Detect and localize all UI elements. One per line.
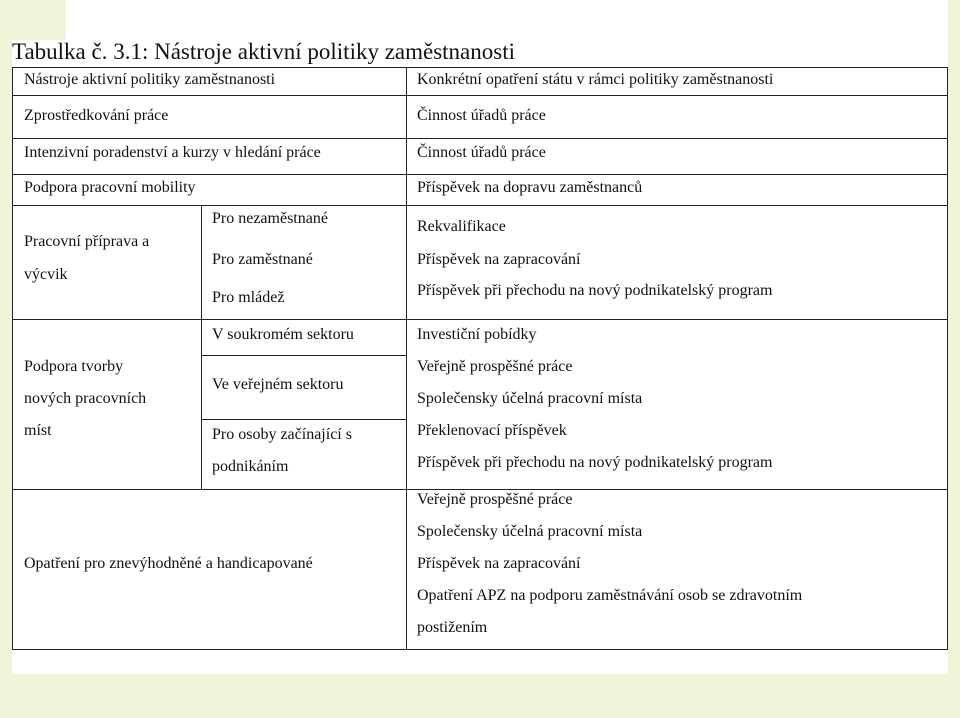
subcolumn-divider xyxy=(201,205,202,489)
row3-tool: Podpora pracovní mobility xyxy=(24,179,196,196)
row4-sub3: Pro mládež xyxy=(212,289,285,306)
row5-sub-divider-1 xyxy=(201,355,407,356)
column-divider xyxy=(406,67,407,650)
row4-measure2: Příspěvek na zapracování xyxy=(417,251,581,268)
row-divider-3 xyxy=(12,174,948,175)
row5-measure3: Společensky účelná pracovní místa xyxy=(417,390,643,407)
row6-tool: Opatření pro znevýhodněné a handicapované xyxy=(24,555,313,572)
page-margin-bottom xyxy=(0,674,960,718)
apz-tools-table xyxy=(12,67,948,650)
row5-sub2: Ve veřejném sektoru xyxy=(212,376,344,393)
row4-measure3: Příspěvek při přechodu na nový podnikatelský program xyxy=(417,282,773,299)
row5-tool-line2: nových pracovních xyxy=(24,390,147,407)
row4-tool-line2: výcvik xyxy=(24,266,68,283)
table-border-top xyxy=(12,67,948,68)
row4-sub2: Pro zaměstnané xyxy=(212,251,313,268)
header-tools: Nástroje aktivní politiky zaměstnanosti xyxy=(24,71,276,88)
page-margin-top-left xyxy=(0,0,66,40)
row5-measure5: Příspěvek při přechodu na nový podnikatelský program xyxy=(417,454,773,471)
table-border-right xyxy=(947,67,948,650)
header-measures: Konkrétní opatření státu v rámci politiky zaměstnanosti xyxy=(417,71,774,88)
table-caption: Tabulka č. 3.1: Nástroje aktivní politiky zaměstnanosti xyxy=(12,39,516,64)
row5-tool-line3: míst xyxy=(24,422,52,439)
row5-sub1: V soukromém sektoru xyxy=(212,326,354,343)
row5-measure4: Překlenovací příspěvek xyxy=(417,422,567,439)
page-margin-right xyxy=(948,0,960,718)
row5-tool-line1: Podpora tvorby xyxy=(24,358,124,375)
row-divider-1 xyxy=(12,95,948,96)
row5-measure2: Veřejně prospěšné práce xyxy=(417,358,573,375)
row4-tool-line1: Pracovní příprava a xyxy=(24,233,150,250)
row1-measure: Činnost úřadů práce xyxy=(417,107,546,124)
row-divider-2 xyxy=(12,138,948,139)
row5-sub3-line2: podnikáním xyxy=(212,458,289,475)
table-border-bottom xyxy=(12,649,948,650)
row5-sub-divider-2 xyxy=(201,419,407,420)
row6-measure1: Veřejně prospěšné práce xyxy=(417,491,573,508)
row3-measure: Příspěvek na dopravu zaměstnanců xyxy=(417,179,643,196)
row-divider-5 xyxy=(12,319,948,320)
row2-tool: Intenzivní poradenství a kurzy v hledání práce xyxy=(24,144,321,161)
row5-measure1: Investiční pobídky xyxy=(417,326,537,343)
page-margin-left xyxy=(0,0,12,718)
row1-tool: Zprostředkování práce xyxy=(24,107,169,124)
table-border-left xyxy=(12,67,13,650)
row5-sub3-line1: Pro osoby začínající s xyxy=(212,426,352,443)
row-divider-4 xyxy=(12,205,948,206)
row6-measure4-line2: postižením xyxy=(417,619,488,636)
row4-sub1: Pro nezaměstnané xyxy=(212,210,328,227)
row2-measure: Činnost úřadů práce xyxy=(417,144,546,161)
row6-measure4-line1: Opatření APZ na podporu zaměstnávání osob se zdravotním xyxy=(417,587,803,604)
row6-measure3: Příspěvek na zapracování xyxy=(417,555,581,572)
row6-measure2: Společensky účelná pracovní místa xyxy=(417,523,643,540)
row4-measure1: Rekvalifikace xyxy=(417,218,506,235)
